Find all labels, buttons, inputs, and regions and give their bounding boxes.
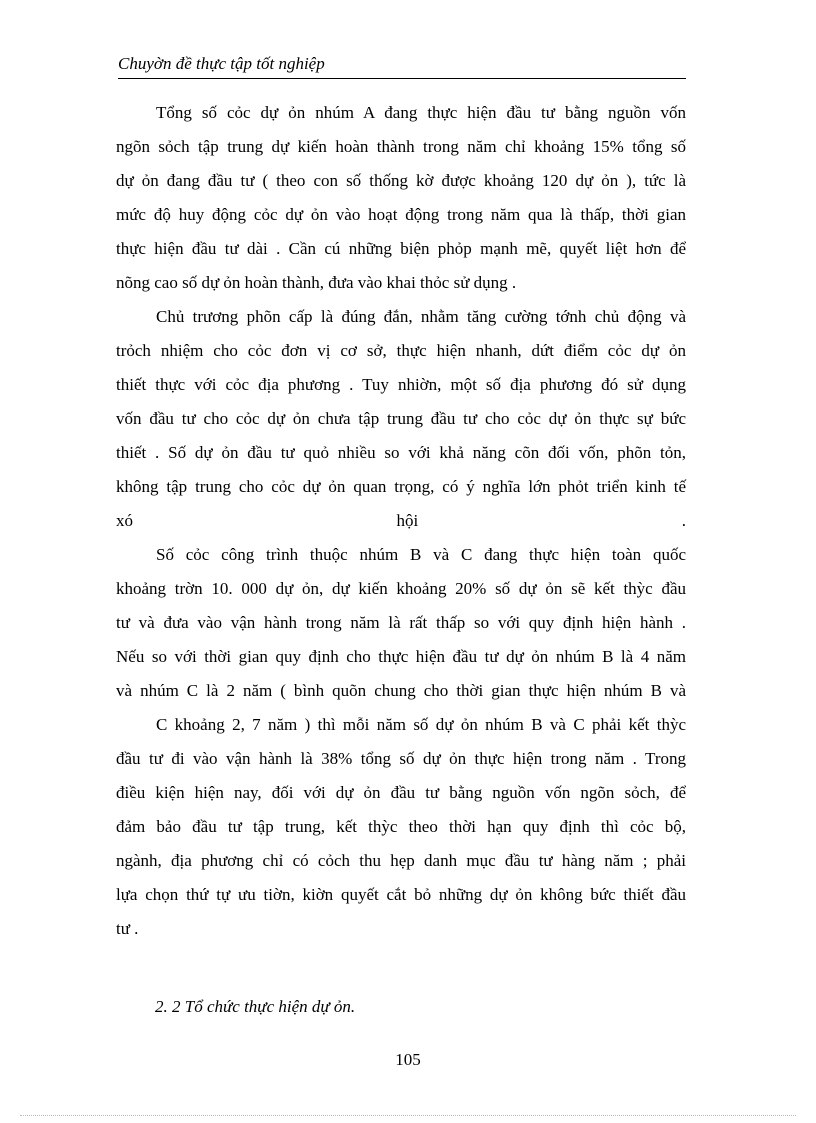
text-line: điều kiện hiện nay, đối với dự ỏn đầu tư bằng nguồn vốn ngõn sỏch, để (116, 783, 686, 802)
section-heading: 2. 2 Tổ chức thực hiện dự ỏn. (155, 997, 356, 1016)
text-line: và nhúm C là 2 năm ( bình quõn chung cho thời gian thực hiện nhúm B và (116, 681, 686, 700)
text-line: Chủ trương phõn cấp là đúng đắn, nhằm tăng cường tớnh chủ động và (156, 307, 686, 326)
text-line: ngõn sỏch tập trung dự kiến hoàn thành trong năm chỉ khoảng 15% tổng số (116, 137, 686, 156)
text-line: Nếu so với thời gian quy định cho thực hiện đầu tư dự ỏn nhúm B là 4 năm (116, 647, 686, 666)
text-line: thiết . Số dự ỏn đầu tư quỏ nhiều so với khả năng cõn đối vốn, phõn tỏn, (116, 443, 686, 462)
text-line: đảm bảo đầu tư tập trung, kết thỳc theo thời hạn quy định thì cỏc bộ, (116, 817, 686, 836)
text-line: vốn đầu tư cho cỏc dự ỏn chưa tập trung đầu tư cho cỏc dự ỏn thực sự bức (116, 409, 686, 428)
text-line: lựa chọn thứ tự ưu tiờn, kiờn quyết cắt bỏ những dự ỏn không bức thiết đầu (116, 885, 686, 904)
text-line: C khoảng 2, 7 năm ) thì mỗi năm số dự ỏn nhúm B và C phải kết thỳc (156, 715, 686, 734)
text-line: thực hiện đầu tư dài . Cần cú những biện phỏp mạnh mẽ, quyết liệt hơn để (116, 239, 686, 258)
text-line: ngành, địa phương chỉ có cỏch thu hẹp danh mục đầu tư hàng năm ; phải (116, 851, 686, 870)
text-line: tư và đưa vào vận hành trong năm là rất thấp so với quy định hiện hành . (116, 613, 686, 632)
text-line: nõng cao số dự ỏn hoàn thành, đưa vào khai thỏc sử dụng . (116, 273, 517, 292)
text-line: khoảng trờn 10. 000 dự ỏn, dự kiến khoảng 20% số dự ỏn sẽ kết thỳc đầu (116, 579, 686, 598)
text-line: Tổng số cỏc dự ỏn nhúm A đang thực hiện đầu tư bằng nguồn vốn (156, 103, 686, 122)
text-line: xó hội . (116, 511, 686, 530)
text-line: mức độ huy động cỏc dự ỏn vào hoạt động trong năm qua là thấp, thời gian (116, 205, 686, 224)
page-number: 105 (395, 1050, 421, 1069)
text-line: tư . (116, 919, 139, 938)
page-bottom-rule (20, 1115, 796, 1116)
text-line: đầu tư đi vào vận hành là 38% tổng số dự ỏn thực hiện trong năm . Trong (116, 749, 686, 768)
text-line: trỏch nhiệm cho cỏc đơn vị cơ sở, thực hiện nhanh, dứt điểm cỏc dự ỏn (116, 341, 686, 360)
page-header: Chuyờn đề thực tập tốt nghiệp (118, 50, 686, 79)
text-line: thiết thực với cỏc địa phương . Tuy nhiờn, một số địa phương đó sử dụng (116, 375, 686, 394)
text-line: dự ỏn đang đầu tư ( theo con số thống kờ được khoảng 120 dự ỏn ), tức là (116, 171, 686, 190)
text-line: không tập trung cho cỏc dự ỏn quan trọng, có ý nghĩa lớn phỏt triển kinh tế (116, 477, 686, 496)
body-text (116, 96, 686, 946)
text-line: Số cỏc công trình thuộc nhúm B và C đang thực hiện toàn quốc (156, 545, 686, 564)
